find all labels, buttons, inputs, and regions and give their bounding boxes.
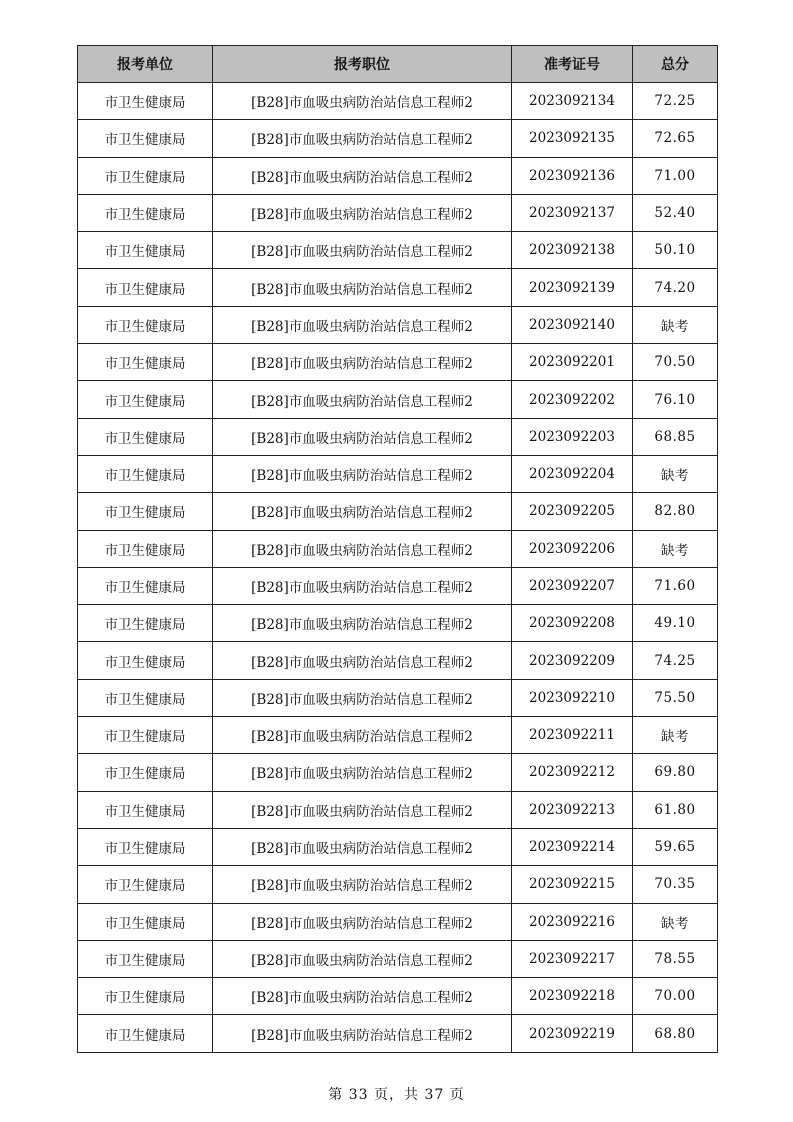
cell-unit: 市卫生健康局 — [78, 530, 213, 567]
cell-position: [B28]市血吸虫病防治站信息工程师2 — [213, 344, 512, 381]
cell-unit: 市卫生健康局 — [78, 493, 213, 530]
table-row — [78, 120, 718, 157]
table-row — [78, 83, 718, 120]
header-position: 报考职位 — [213, 46, 512, 83]
cell-ticket: 2023092217 — [512, 940, 633, 977]
table-row — [78, 903, 718, 940]
cell-position: [B28]市血吸虫病防治站信息工程师2 — [213, 567, 512, 604]
cell-ticket: 2023092204 — [512, 455, 633, 492]
cell-position: [B28]市血吸虫病防治站信息工程师2 — [213, 269, 512, 306]
table-row — [78, 1015, 718, 1052]
cell-position: [B28]市血吸虫病防治站信息工程师2 — [213, 866, 512, 903]
table-row — [78, 828, 718, 865]
table-header — [78, 46, 718, 83]
cell-score: 76.10 — [633, 381, 718, 418]
header-ticket: 准考证号 — [512, 46, 633, 83]
cell-score: 52.40 — [633, 194, 718, 231]
cell-ticket: 2023092138 — [512, 232, 633, 269]
cell-unit: 市卫生健康局 — [78, 717, 213, 754]
table-row — [78, 754, 718, 791]
cell-position: [B28]市血吸虫病防治站信息工程师2 — [213, 418, 512, 455]
cell-position: [B28]市血吸虫病防治站信息工程师2 — [213, 754, 512, 791]
cell-position: [B28]市血吸虫病防治站信息工程师2 — [213, 232, 512, 269]
cell-position: [B28]市血吸虫病防治站信息工程师2 — [213, 194, 512, 231]
cell-position: [B28]市血吸虫病防治站信息工程师2 — [213, 791, 512, 828]
cell-ticket: 2023092139 — [512, 269, 633, 306]
table-row — [78, 455, 718, 492]
cell-position: [B28]市血吸虫病防治站信息工程师2 — [213, 381, 512, 418]
cell-ticket: 2023092205 — [512, 493, 633, 530]
table-row — [78, 157, 718, 194]
cell-ticket: 2023092137 — [512, 194, 633, 231]
cell-unit: 市卫生健康局 — [78, 120, 213, 157]
cell-score: 82.80 — [633, 493, 718, 530]
cell-score: 75.50 — [633, 679, 718, 716]
cell-ticket: 2023092208 — [512, 605, 633, 642]
cell-score: 74.20 — [633, 269, 718, 306]
cell-ticket: 2023092216 — [512, 903, 633, 940]
cell-position: [B28]市血吸虫病防治站信息工程师2 — [213, 903, 512, 940]
cell-ticket: 2023092134 — [512, 83, 633, 120]
cell-score: 50.10 — [633, 232, 718, 269]
cell-score: 68.80 — [633, 1015, 718, 1052]
cell-unit: 市卫生健康局 — [78, 754, 213, 791]
header-row — [78, 46, 718, 83]
cell-position: [B28]市血吸虫病防治站信息工程师2 — [213, 120, 512, 157]
cell-unit: 市卫生健康局 — [78, 903, 213, 940]
table-row — [78, 530, 718, 567]
table-row — [78, 717, 718, 754]
cell-ticket: 2023092210 — [512, 679, 633, 716]
cell-position: [B28]市血吸虫病防治站信息工程师2 — [213, 455, 512, 492]
cell-ticket: 2023092135 — [512, 120, 633, 157]
cell-ticket: 2023092211 — [512, 717, 633, 754]
table-row — [78, 567, 718, 604]
cell-score: 70.00 — [633, 978, 718, 1015]
table-row — [78, 269, 718, 306]
cell-ticket: 2023092140 — [512, 306, 633, 343]
cell-unit: 市卫生健康局 — [78, 791, 213, 828]
cell-ticket: 2023092136 — [512, 157, 633, 194]
cell-unit: 市卫生健康局 — [78, 978, 213, 1015]
cell-score: 69.80 — [633, 754, 718, 791]
cell-unit: 市卫生健康局 — [78, 866, 213, 903]
cell-unit: 市卫生健康局 — [78, 940, 213, 977]
cell-position: [B28]市血吸虫病防治站信息工程师2 — [213, 717, 512, 754]
cell-score: 71.00 — [633, 157, 718, 194]
cell-score: 缺考 — [633, 903, 718, 940]
cell-unit: 市卫生健康局 — [78, 306, 213, 343]
cell-ticket: 2023092206 — [512, 530, 633, 567]
cell-ticket: 2023092203 — [512, 418, 633, 455]
cell-score: 72.25 — [633, 83, 718, 120]
cell-unit: 市卫生健康局 — [78, 642, 213, 679]
cell-ticket: 2023092201 — [512, 344, 633, 381]
cell-score: 49.10 — [633, 605, 718, 642]
cell-unit: 市卫生健康局 — [78, 194, 213, 231]
table-row — [78, 306, 718, 343]
table-row — [78, 791, 718, 828]
cell-unit: 市卫生健康局 — [78, 567, 213, 604]
page-footer: 第 33 页，共 37 页 — [328, 1087, 465, 1103]
cell-score: 68.85 — [633, 418, 718, 455]
cell-position: [B28]市血吸虫病防治站信息工程师2 — [213, 157, 512, 194]
cell-unit: 市卫生健康局 — [78, 679, 213, 716]
table-row — [78, 605, 718, 642]
cell-ticket: 2023092215 — [512, 866, 633, 903]
cell-unit: 市卫生健康局 — [78, 828, 213, 865]
cell-unit: 市卫生健康局 — [78, 381, 213, 418]
table-row — [78, 194, 718, 231]
cell-unit: 市卫生健康局 — [78, 418, 213, 455]
cell-score: 缺考 — [633, 717, 718, 754]
cell-unit: 市卫生健康局 — [78, 344, 213, 381]
cell-position: [B28]市血吸虫病防治站信息工程师2 — [213, 83, 512, 120]
cell-score: 缺考 — [633, 455, 718, 492]
table-row — [78, 232, 718, 269]
table-row — [78, 978, 718, 1015]
cell-unit: 市卫生健康局 — [78, 157, 213, 194]
table-row — [78, 866, 718, 903]
cell-unit: 市卫生健康局 — [78, 269, 213, 306]
cell-score: 72.65 — [633, 120, 718, 157]
cell-position: [B28]市血吸虫病防治站信息工程师2 — [213, 493, 512, 530]
table-row — [78, 493, 718, 530]
header-unit: 报考单位 — [78, 46, 213, 83]
cell-position: [B28]市血吸虫病防治站信息工程师2 — [213, 642, 512, 679]
table-row — [78, 679, 718, 716]
cell-unit: 市卫生健康局 — [78, 83, 213, 120]
cell-ticket: 2023092209 — [512, 642, 633, 679]
cell-position: [B28]市血吸虫病防治站信息工程师2 — [213, 605, 512, 642]
score-table — [77, 45, 718, 1053]
table-row — [78, 940, 718, 977]
cell-ticket: 2023092212 — [512, 754, 633, 791]
cell-score: 59.65 — [633, 828, 718, 865]
table-row — [78, 381, 718, 418]
cell-position: [B28]市血吸虫病防治站信息工程师2 — [213, 828, 512, 865]
cell-unit: 市卫生健康局 — [78, 455, 213, 492]
table-row — [78, 418, 718, 455]
cell-ticket: 2023092202 — [512, 381, 633, 418]
cell-ticket: 2023092218 — [512, 978, 633, 1015]
cell-ticket: 2023092214 — [512, 828, 633, 865]
cell-score: 缺考 — [633, 306, 718, 343]
cell-position: [B28]市血吸虫病防治站信息工程师2 — [213, 1015, 512, 1052]
cell-ticket: 2023092213 — [512, 791, 633, 828]
cell-position: [B28]市血吸虫病防治站信息工程师2 — [213, 530, 512, 567]
table-body — [78, 83, 718, 1053]
cell-unit: 市卫生健康局 — [78, 1015, 213, 1052]
cell-ticket: 2023092207 — [512, 567, 633, 604]
cell-ticket: 2023092219 — [512, 1015, 633, 1052]
cell-unit: 市卫生健康局 — [78, 232, 213, 269]
cell-position: [B28]市血吸虫病防治站信息工程师2 — [213, 306, 512, 343]
cell-score: 78.55 — [633, 940, 718, 977]
cell-unit: 市卫生健康局 — [78, 605, 213, 642]
cell-position: [B28]市血吸虫病防治站信息工程师2 — [213, 679, 512, 716]
table-row — [78, 642, 718, 679]
cell-score: 缺考 — [633, 530, 718, 567]
header-score: 总分 — [633, 46, 718, 83]
cell-position: [B28]市血吸虫病防治站信息工程师2 — [213, 978, 512, 1015]
cell-position: [B28]市血吸虫病防治站信息工程师2 — [213, 940, 512, 977]
cell-score: 74.25 — [633, 642, 718, 679]
cell-score: 70.50 — [633, 344, 718, 381]
table-row — [78, 344, 718, 381]
cell-score: 61.80 — [633, 791, 718, 828]
cell-score: 71.60 — [633, 567, 718, 604]
cell-score: 70.35 — [633, 866, 718, 903]
